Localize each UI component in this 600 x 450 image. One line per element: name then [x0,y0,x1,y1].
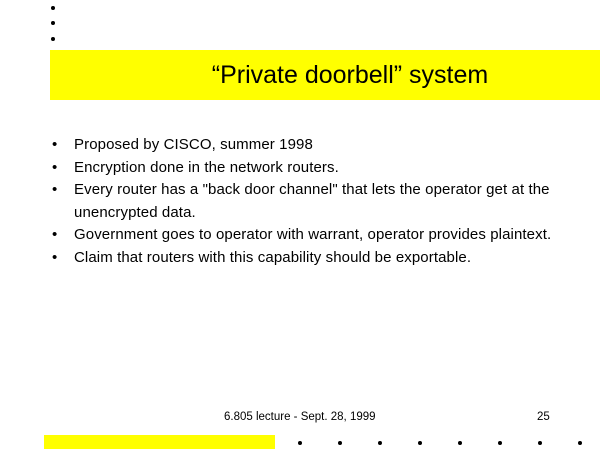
list-item [52,134,562,157]
footer-band [44,435,275,449]
decor-dot [458,441,462,445]
title-band [50,50,600,100]
decor-dot [298,441,302,445]
bullet-icon: • [52,226,58,243]
bullet-icon: • [52,248,58,266]
decor-dot [418,441,422,445]
list-item [52,157,562,180]
decor-dot [338,441,342,445]
decor-dot [538,441,542,445]
bullet-text: Every router has a "back door channel" that lets the operator get at the unencrypted data. [74,181,550,221]
decor-dot [51,6,55,10]
slide-title: “Private doorbell” system [211,60,489,89]
bullet-icon: • [52,181,58,198]
bullet-text: Encryption done in the network routers. [74,158,339,176]
bullet-text: Proposed by CISCO, summer 1998 [74,136,313,153]
bullet-list [52,134,562,269]
page-number: 25 [537,411,550,423]
bullet-icon: • [52,158,58,176]
decor-dot [378,441,382,445]
list-item [52,247,562,270]
decor-dot [578,441,582,445]
bullet-text: Government goes to operator with warrant, operator provides plaintext. [74,226,552,243]
decor-dot [498,441,502,445]
bullet-icon: • [52,136,58,153]
decor-dot [51,37,55,41]
list-item [52,179,562,224]
decor-dot [51,21,55,25]
bullet-text: Claim that routers with this capability should be exportable. [74,248,472,266]
footer-text: 6.805 lecture - Sept. 28, 1999 [224,411,376,423]
list-item [52,224,562,247]
